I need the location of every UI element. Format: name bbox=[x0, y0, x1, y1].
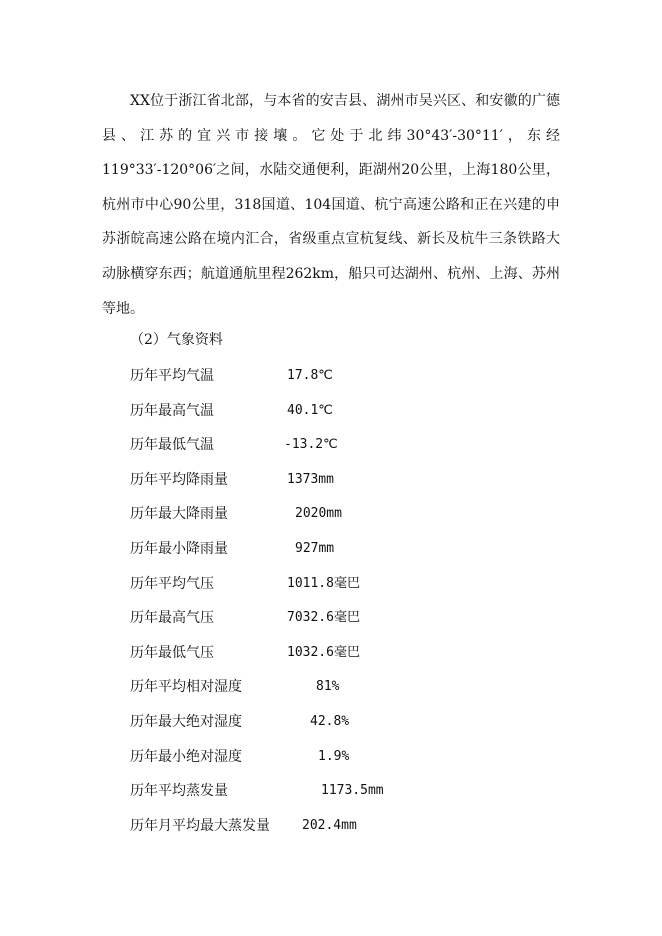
stat-label: 历年月平均最大蒸发量 bbox=[130, 817, 270, 834]
stat-value: 2020mm bbox=[295, 506, 342, 522]
location-paragraph bbox=[102, 84, 560, 326]
stat-label: 历年平均降雨量 bbox=[130, 471, 228, 488]
stat-label: 历年平均气温 bbox=[130, 368, 214, 384]
stat-label: 历年平均气压 bbox=[130, 575, 214, 592]
stat-value: 42.8% bbox=[310, 713, 350, 729]
stat-value: 927mm bbox=[295, 540, 335, 556]
stat-value: -13.2℃ bbox=[284, 437, 338, 453]
stat-label: 历年最大绝对湿度 bbox=[130, 713, 242, 730]
stat-value: 1373mm bbox=[287, 471, 334, 487]
stat-label: 历年最小绝对湿度 bbox=[130, 748, 242, 765]
stat-value: 1.9% bbox=[318, 748, 350, 764]
stat-value: 40.1℃ bbox=[287, 402, 333, 418]
stat-label: 历年最小降雨量 bbox=[130, 540, 228, 557]
stat-value: 1011.8毫巴 bbox=[287, 575, 360, 591]
section-heading: （2）气象资料 bbox=[130, 332, 223, 348]
stat-value: 81% bbox=[316, 679, 340, 695]
stat-value: 17.8℃ bbox=[287, 368, 333, 383]
stat-label: 历年最低气温 bbox=[130, 437, 214, 454]
stat-label: 历年最大降雨量 bbox=[130, 506, 228, 523]
stat-label: 历年最高气温 bbox=[130, 402, 214, 419]
stat-value: 7032.6毫巴 bbox=[287, 610, 360, 626]
location-paragraph-text: XX位于浙江省北部，与本省的安吉县、湖州市吴兴区、和安徽的广德县、江苏的宜兴市接壤。它处于北纬30°43′-30°11′，东经119°33′-120°06′之间，水陆交通便利，距湖州20公里，上海180公里，杭州市中心90公里，318国道、104国道、杭宁高速公路和正在兴建的申苏浙皖高速公路在境内汇合，省级重点宣杭复线、新长及杭牛三条铁路大动脉横穿东西；航道通航里程262km，船只可达湖州、杭州、上海、苏州等地。 bbox=[102, 93, 560, 317]
stat-value: 1173.5mm bbox=[321, 783, 384, 799]
stat-value: 202.4mm bbox=[302, 817, 357, 833]
stat-label: 历年平均蒸发量 bbox=[130, 783, 228, 800]
stat-label: 历年最低气压 bbox=[130, 644, 214, 661]
stat-label: 历年平均相对湿度 bbox=[130, 679, 242, 696]
stat-value: 1032.6毫巴 bbox=[287, 644, 360, 660]
stat-label: 历年最高气压 bbox=[130, 610, 214, 627]
